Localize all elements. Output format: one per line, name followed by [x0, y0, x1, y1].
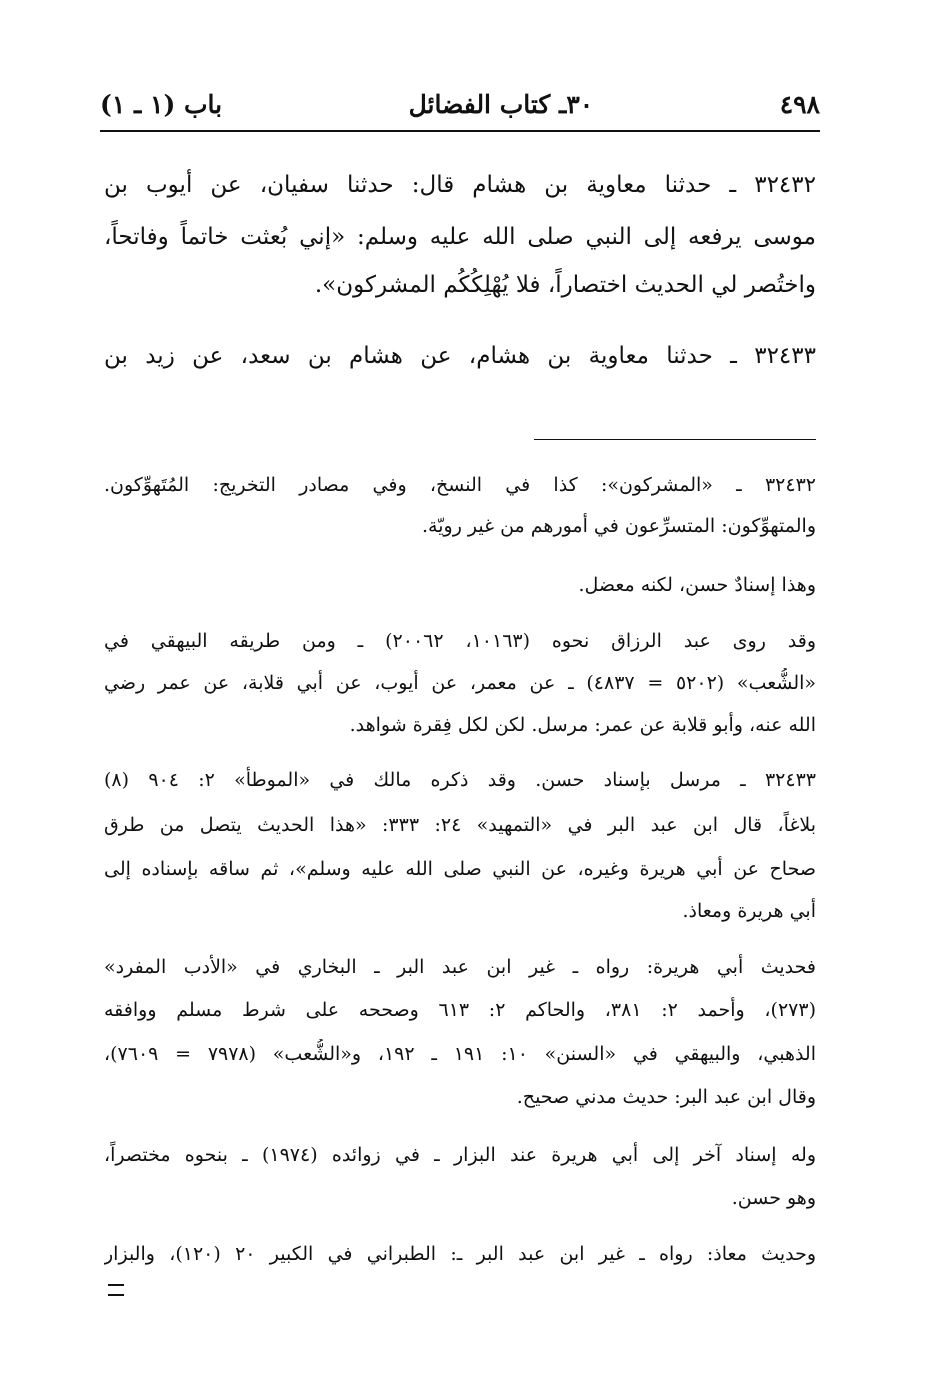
footnote-line: صحاح عن أبي هريرة وغيره، عن النبي صلى الله عليه وسلم»، ثم ساقه بإسناده إلى — [104, 858, 816, 880]
footnote-line: وله إسناد آخر إلى أبي هريرة عند البزار ـ في زوائده (١٩٧٤) ـ بنحوه مختصراً، — [104, 1144, 816, 1166]
footnote-line: وهو حسن. — [731, 1187, 816, 1209]
footnote-line: «الشُّعب» (٥٢٠٢ = ٤٨٣٧) ـ عن معمر، عن أيوب، عن أبي قلابة، عن عمر رضي — [104, 672, 816, 694]
hadith-line: ٣٢٤٣٣ ـ حدثنا معاوية بن هشام، عن هشام بن سعد، عن زيد بن — [104, 343, 816, 369]
footnote-separator — [534, 439, 816, 440]
footnote-line: والمتهوِّكون: المتسرِّعون في أمورهم من غير رويّة. — [422, 515, 816, 537]
hadith-line: واختُصر لي الحديث اختصاراً، فلا يُهْلِكُكُم المشركون». — [314, 272, 816, 298]
chapter-label: باب (١ ـ ١) — [100, 89, 223, 119]
footnote-line: (٢٧٣)، وأحمد ٢: ٣٨١، والحاكم ٢: ٦١٣ وصححه على شرط مسلم ووافقه — [104, 999, 816, 1021]
footnote-line: أبي هريرة ومعاذ. — [682, 900, 816, 922]
footnote-line: وقال ابن عبد البر: حديث مدني صحيح. — [516, 1086, 816, 1108]
hadith-line: ٣٢٤٣٢ ـ حدثنا معاوية بن هشام قال: حدثنا سفيان، عن أيوب بن — [104, 172, 816, 198]
header-rule — [100, 130, 820, 132]
footnote-line: الله عنه، وأبو قلابة عن عمر: مرسل. لكن لكل فِقرة شواهد. — [349, 714, 816, 736]
footnote-line: بلاغاً، قال ابن عبد البر في «التمهيد» ٢٤: ٣٣٣: «هذا الحديث يتصل من طرق — [104, 814, 816, 836]
footnote-line: ٣٢٤٣٢ ـ «المشركون»: كذا في النسخ، وفي مصادر التخريج: المُتَهوِّكون. — [104, 474, 816, 496]
book-title: ٣٠ـ كتاب الفضائل — [408, 89, 594, 119]
footnote-line: وهذا إسنادٌ حسن، لكنه معضل. — [578, 574, 816, 596]
footnote-line: ٣٢٤٣٣ ـ مرسل بإسناد حسن. وقد ذكره مالك في «الموطأ» ٢: ٩٠٤ (٨) — [104, 769, 816, 791]
footnote-line: الذهبي، والبيهقي في «السنن» ١٠: ١٩١ ـ ١٩٢، و«الشُّعب» (٧٩٧٨ = ٧٦٠٩)، — [104, 1043, 816, 1065]
continuation-mark — [108, 1284, 124, 1296]
page-header — [100, 84, 820, 124]
page-number: ٤٩٨ — [779, 89, 820, 119]
footnote-line: وحديث معاذ: رواه ـ غير ابن عبد البر ـ: الطبراني في الكبير ٢٠ (١٢٠)، والبزار — [104, 1243, 816, 1265]
footnote-line: فحديث أبي هريرة: رواه ـ غير ابن عبد البر ـ البخاري في «الأدب المفرد» — [104, 956, 816, 978]
footnote-line: وقد روى عبد الرزاق نحوه (١٠١٦٣، ٢٠٠٦٢) ـ ومن طريقه البيهقي في — [104, 630, 816, 652]
hadith-line: موسى يرفعه إلى النبي صلى الله عليه وسلم: «إني بُعثت خاتماً وفاتحاً، — [104, 224, 816, 250]
